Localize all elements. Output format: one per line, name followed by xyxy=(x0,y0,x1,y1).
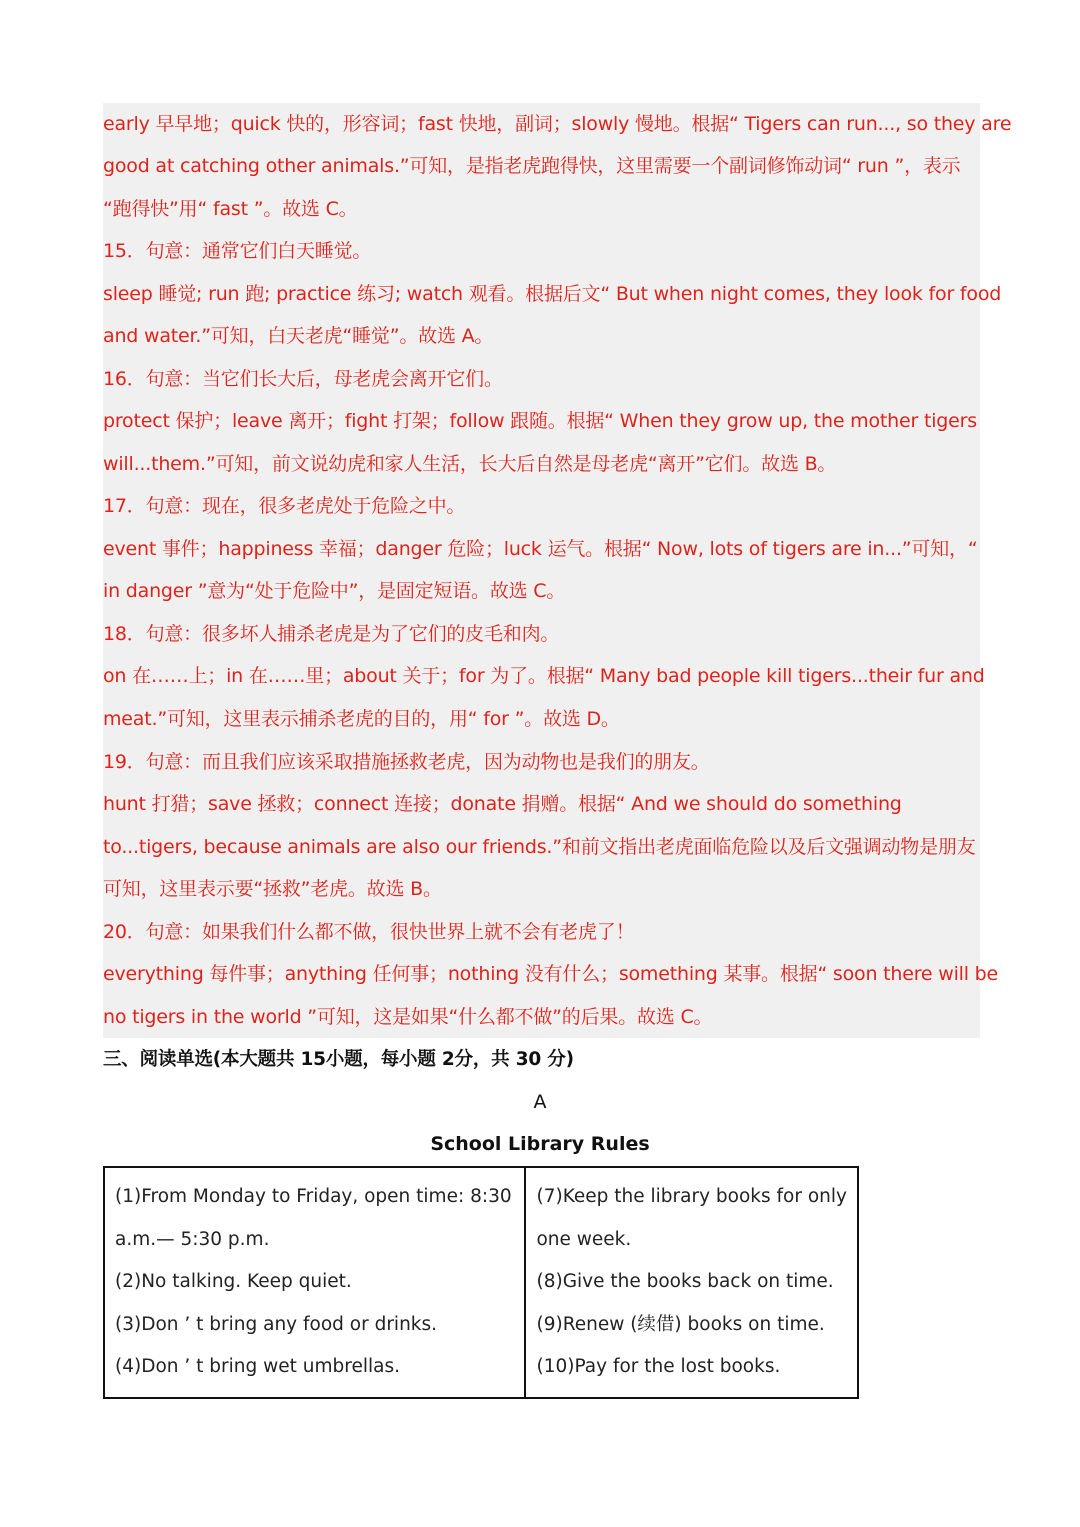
rule-item: one week. xyxy=(536,1228,632,1250)
answer-line: meat.”可知，这里表示捕杀老虎的目的，用“ for ”。故选 D。 xyxy=(103,708,620,730)
answer-line: hunt 打猎；save 拯救；connect 连接；donate 捐赠。根据“ And we should do something xyxy=(103,793,902,815)
answer-line: event 事件；happiness 幸福；danger 危险；luck 运气。根据“ Now, lots of tigers are in...”可知，“ xyxy=(103,538,978,560)
library-rules-table xyxy=(103,1166,859,1399)
answer-line: no tigers in the world ”可知，这是如果“什么都不做”的后果。故选 C。 xyxy=(103,1006,713,1028)
answer-line: 20．句意：如果我们什么都不做，很快世界上就不会有老虎了！ xyxy=(103,921,635,943)
answer-line: early 早早地；quick 快的，形容词；fast 快地，副词；slowly 慢地。根据“ Tigers can run..., so they are xyxy=(103,113,1012,135)
answer-line: everything 每件事；anything 任何事；nothing 没有什么；something 某事。根据“ soon there will be xyxy=(103,963,999,985)
answer-line: protect 保护；leave 离开；fight 打架；follow 跟随。根据“ When they grow up, the mother tigers xyxy=(103,410,977,432)
rules-right-column xyxy=(525,1167,858,1398)
rules-left-column xyxy=(104,1167,525,1398)
answer-line: and water.”可知，白天老虎“睡觉”。故选 A。 xyxy=(103,325,494,347)
answer-line: 16．句意：当它们长大后，母老虎会离开它们。 xyxy=(103,368,503,390)
answer-line: 17．句意：现在，很多老虎处于危险之中。 xyxy=(103,495,466,517)
answer-line: on 在……上；in 在……里；about 关于；for 为了。根据“ Many bad people kill tigers...their fur and xyxy=(103,665,985,687)
rule-item: (9)Renew (续借) books on time. xyxy=(536,1313,825,1335)
rule-item: a.m.— 5:30 p.m. xyxy=(115,1228,270,1250)
passage-title: School Library Rules xyxy=(430,1133,650,1155)
rule-item: (4)Don ’ t bring wet umbrellas. xyxy=(115,1356,400,1377)
answer-line: 19．句意：而且我们应该采取措施拯救老虎，因为动物也是我们的朋友。 xyxy=(103,751,710,773)
answer-line: sleep 睡觉; run 跑; practice 练习; watch 观看。根据后文“ But when night comes, they look for food xyxy=(103,283,1002,305)
answer-line: will...them.”可知，前文说幼虎和家人生活，长大后自然是母老虎“离开”它们。故选 B。 xyxy=(103,453,837,475)
answer-line: to...tigers, because animals are also our friends.”和前文指出老虎面临危险以及后文强调动物是朋友 xyxy=(103,836,976,858)
passage-letter: A xyxy=(533,1091,547,1113)
rule-item: (10)Pay for the lost books. xyxy=(536,1356,781,1377)
section-heading: 三、阅读单选(本大题共 15小题，每小题 2分，共 30 分) xyxy=(103,1049,574,1070)
answer-line: 15．句意：通常它们白天睡觉。 xyxy=(103,240,372,262)
rule-item: (7)Keep the library books for only xyxy=(536,1186,847,1207)
answer-line: in danger ”意为“处于危险中”，是固定短语。故选 C。 xyxy=(103,580,566,602)
answer-line: 可知，这里表示要“拯救”老虎。故选 B。 xyxy=(103,878,442,900)
rule-item: (2)No talking. Keep quiet. xyxy=(115,1271,352,1292)
answer-line: “跑得快”用“ fast ”。故选 C。 xyxy=(103,198,358,220)
rule-item: (1)From Monday to Friday, open time: 8:30 xyxy=(115,1186,512,1207)
rule-item: (3)Don ’ t bring any food or drinks. xyxy=(115,1313,438,1335)
answer-line: good at catching other animals.”可知，是指老虎跑得快，这里需要一个副词修饰动词“ run ”，表示 xyxy=(103,155,961,177)
answer-line: 18．句意：很多坏人捕杀老虎是为了它们的皮毛和肉。 xyxy=(103,623,560,645)
rule-item: (8)Give the books back on time. xyxy=(536,1271,834,1292)
